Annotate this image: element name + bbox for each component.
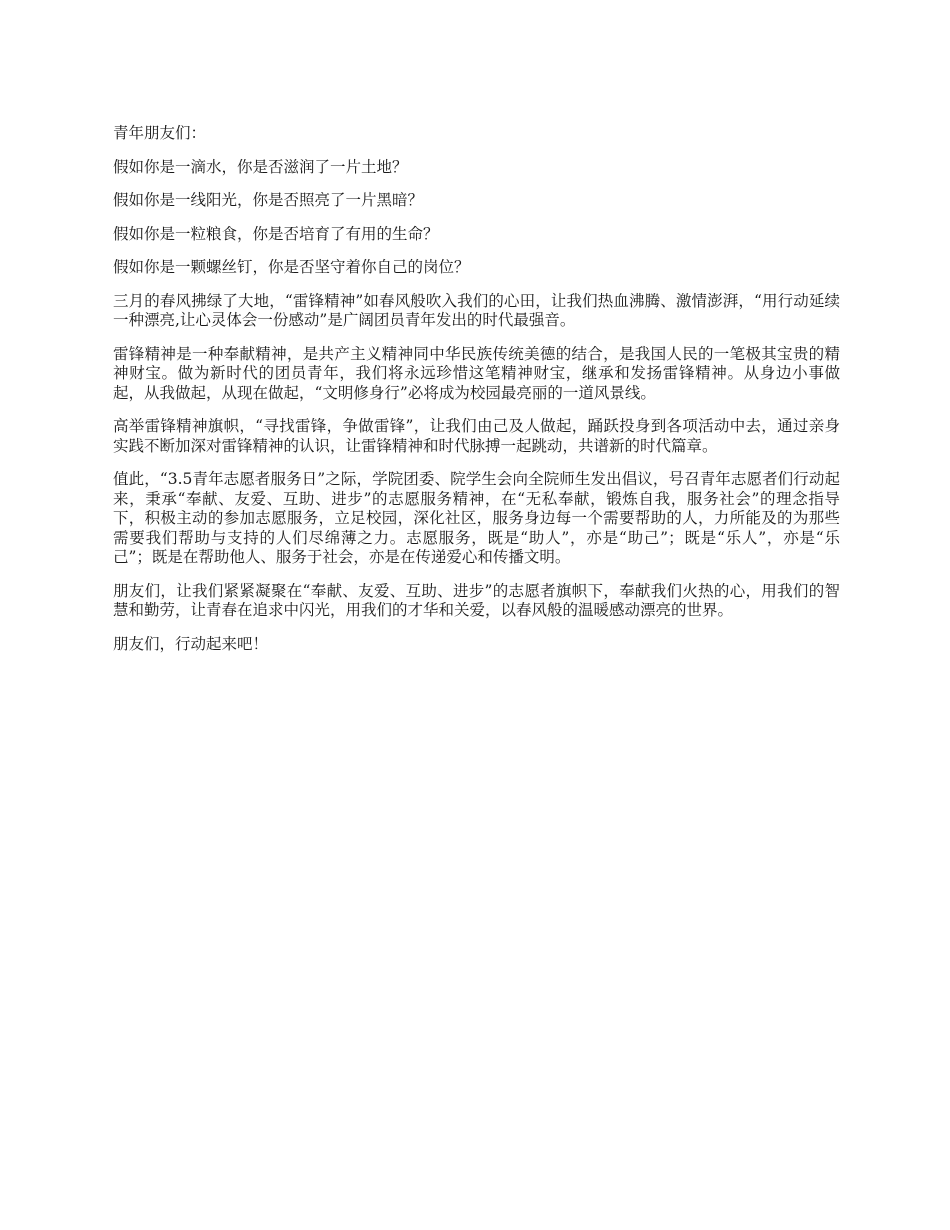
paragraph-friends-unite: 朋友们，让我们紧紧凝聚在“奉献、友爱、互助、进步”的志愿者旗帜下，奉献我们火热的心，用我们的智慧和勤劳，让青春在追求中闪光，用我们的才华和关爱，以春风般的温暖感动漂亮的世界。 <box>113 581 840 619</box>
paragraph-spring-wind: 三月的春风拂绿了大地，“雷锋精神”如春风般吹入我们的心田，让我们热血沸腾、激情澎湃，“用行动延续一种漂亮,让心灵体会一份感动”是广阔团员青年发出的时代最强音。 <box>113 291 840 329</box>
question-water: 假如你是一滴水，你是否滋润了一片土地？ <box>113 157 408 176</box>
question-screw: 假如你是一颗螺丝钉，你是否坚守着你自己的岗位？ <box>113 258 470 276</box>
document-body <box>113 124 840 668</box>
question-sunlight: 假如你是一线阳光，你是否照亮了一片黑暗？ <box>113 191 424 209</box>
closing-call: 朋友们，行动起来吧！ <box>113 634 269 653</box>
question-grain: 假如你是一粒粮食，你是否培育了有用的生命？ <box>113 224 439 243</box>
paragraph-volunteer-day: 值此，“3.5青年志愿者服务日”之际，学院团委、院学生会向全院师生发出倡议，号召青年志愿者们行动起来，秉承“奉献、友爱、互助、进步”的志愿服务精神，在“无私奉献，锻炼自我，服务社会”的理念指导下，积极主动的参加志愿服务，立足校园，深化社区，服务身边每一个需要帮助的人，力所能及的为那些需要我们帮助与支持的人们尽绵薄之力。志愿服务，既是“助人”，亦是“助己”；既是“乐人”，亦是“乐己”；既是在帮助他人、服务于社会，亦是在传递爱心和传播文明。 <box>113 470 840 566</box>
paragraph-raise-banner: 高举雷锋精神旗帜，“寻找雷锋，争做雷锋”，让我们由己及人做起，踊跃投身到各项活动中去，通过亲身实践不断加深对雷锋精神的认识，让雷锋精神和时代脉搏一起跳动，共谱新的时代篇章。 <box>113 417 840 455</box>
salutation: 青年朋友们： <box>113 124 207 142</box>
paragraph-lei-feng-spirit: 雷锋精神是一种奉献精神，是共产主义精神同中华民族传统美德的结合，是我国人民的一笔极其宝贵的精神财宝。做为新时代的团员青年，我们将永远珍惜这笔精神财宝，继承和发扬雷锋精神。从身边小事做起，从我做起，从现在做起，“文明修身行”必将成为校园最亮丽的一道风景线。 <box>113 344 840 402</box>
